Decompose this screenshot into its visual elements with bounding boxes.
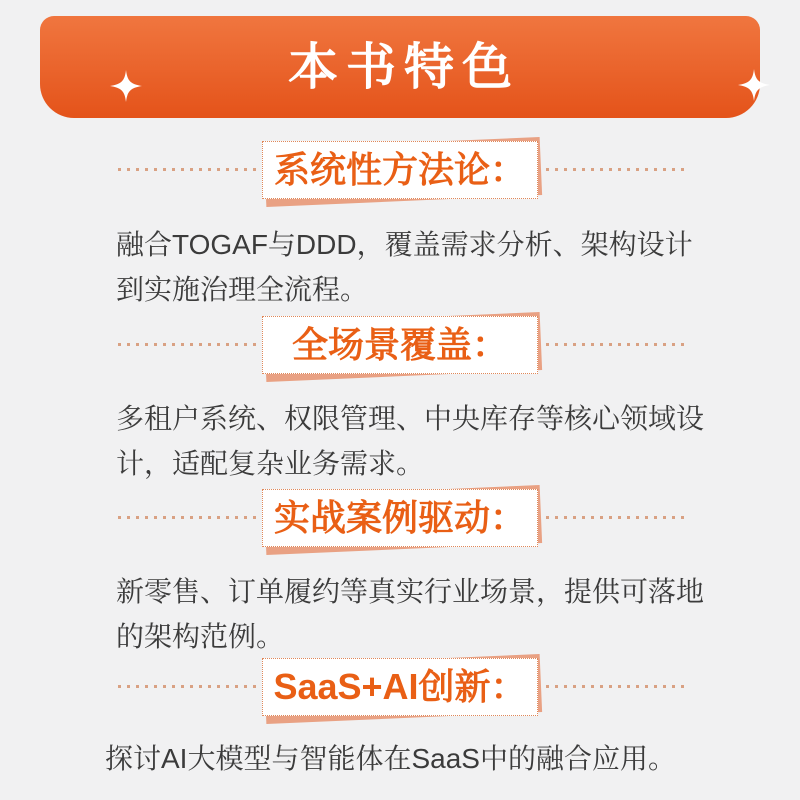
dotted-line-left — [118, 168, 256, 171]
header-banner — [40, 16, 760, 118]
feature-description — [116, 396, 716, 486]
feature-label: 全场景覆盖： — [291, 324, 508, 365]
feature-description — [116, 222, 716, 312]
feature-label-box — [262, 489, 538, 547]
feature-description — [116, 569, 716, 659]
description-line: 多租户系统、权限管理、中央库存等核心领域设 — [116, 403, 705, 434]
sparkle-left-icon — [110, 69, 142, 103]
feature-label: 实战案例驱动： — [273, 497, 526, 538]
feature-label: 系统性方法论： — [273, 149, 526, 190]
label-box — [262, 658, 538, 716]
label-box — [262, 316, 538, 374]
dotted-line-left — [118, 343, 256, 346]
description-line: 新零售、订单履约等真实行业场景，提供可落地 — [116, 576, 705, 607]
dotted-line-left — [118, 685, 256, 688]
feature-label-box — [262, 316, 538, 374]
page-title: 本书特色 — [288, 39, 520, 95]
feature-label: SaaS+AI创新： — [273, 666, 527, 707]
feature-label-box — [262, 658, 538, 716]
label-box — [262, 141, 538, 199]
dotted-line-right — [546, 516, 686, 519]
description-line: 探讨AI大模型与智能体在SaaS中的融合应用。 — [105, 743, 676, 774]
description-line: 融合TOGAF与DDD，覆盖需求分析、架构设计 — [116, 229, 693, 260]
description-line: 计，适配复杂业务需求。 — [116, 448, 425, 479]
dotted-line-left — [118, 516, 256, 519]
sparkle-right-icon — [738, 68, 770, 102]
dotted-line-right — [546, 343, 686, 346]
feature-label-box — [262, 141, 538, 199]
dotted-line-right — [546, 168, 686, 171]
description-line: 到实施治理全流程。 — [116, 274, 369, 305]
dotted-line-right — [546, 685, 686, 688]
feature-description — [105, 736, 735, 781]
label-box — [262, 489, 538, 547]
description-line: 的架构范例。 — [116, 621, 285, 652]
